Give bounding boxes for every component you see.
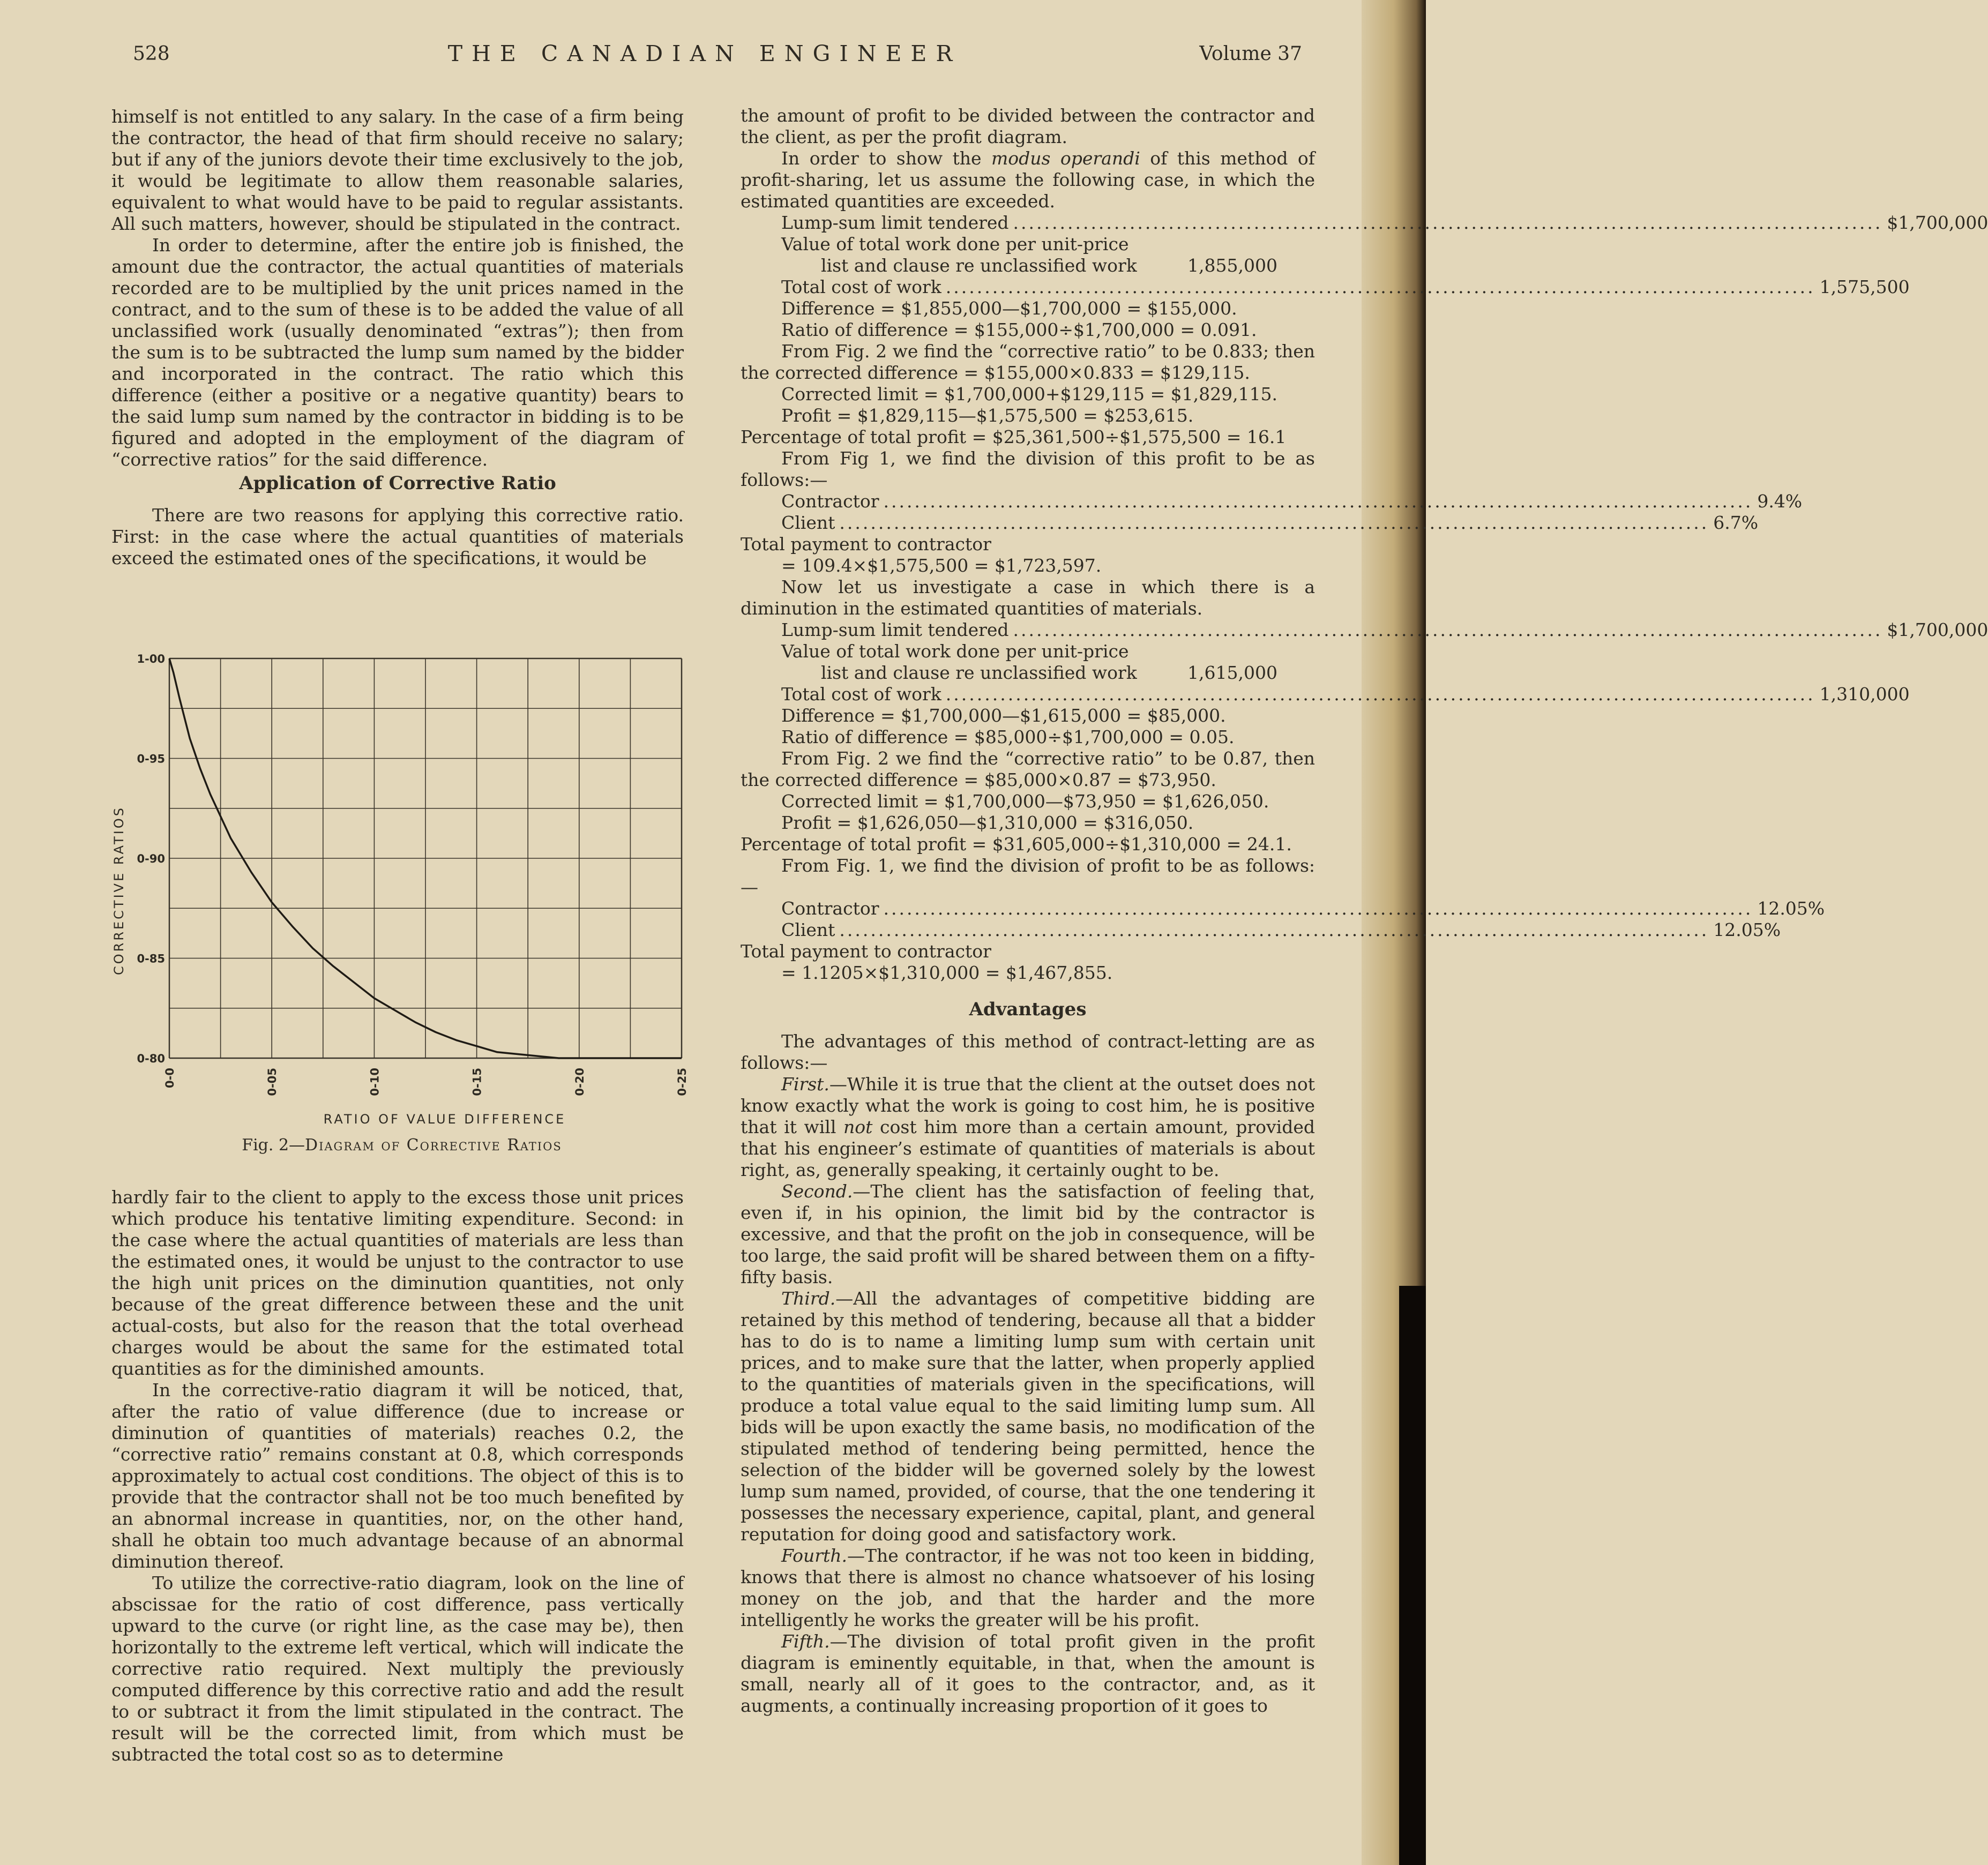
- text-run: —While it is true that the client at the outset does not know exactly what the work is going to cost him, he is positive that it will: [741, 1074, 1315, 1137]
- page-number: 528: [133, 43, 170, 65]
- run-in-label: Fifth.: [781, 1631, 830, 1652]
- paragraph: In the corrective-ratio diagram it will be noticed, that, after the ratio of value difference (due to increase or diminution of quantities of materials) reaches 0.2, the “corrective ratio” remains constant at 0.8, which corresponds approximately to actual cost conditions. The object of this is to provide that the contractor shall not be too much benefited by an abnormal increase in quantities, nor, on the other hand, shall he obtain too much advantage because of an abnormal diminution thereof.: [111, 1380, 684, 1572]
- calc-line: Difference = $1,700,000—$1,615,000 = $85,000.: [781, 705, 1226, 726]
- x-axis-label: RATIO OF VALUE DIFFERENCE: [323, 1112, 566, 1127]
- y-axis-label: CORRECTIVE RATIOS: [111, 806, 126, 975]
- paragraph: [741, 1631, 1315, 1717]
- journal-title: THE CANADIAN ENGINEER: [447, 41, 962, 66]
- text-run: —All the advantages of competitive bidding are retained by this method of tendering, because all that a bidder has to do is to name a limiting lump sum with certain unit prices, and to make sure that the latter, when properly applied to the quantities of materials given in the specifications, will produce a total value equal to the said limiting lump sum. All bids will be upon exactly the same basis, no modification of the stipulated method of tendering being permitted, hence the selection of the bidder will be governed solely by the lowest lump sum named, provided, of course, that the one tendering it possesses the necessary experience, capital, plant, and general reputation for doing good and satisfactory work.: [741, 1288, 1315, 1545]
- calc-label: Client: [781, 919, 835, 940]
- binding-shadow: [1399, 1286, 1426, 1865]
- y-tick-label: 0-95: [137, 752, 165, 766]
- paragraph: There are two reasons for applying this corrective ratio. First: in the case where the actual quantities of materials exceed the estimated ones of the specifications, it would be: [111, 505, 684, 568]
- run-in-label: Second.: [781, 1181, 853, 1202]
- figure-corrective-ratios: [107, 646, 697, 1155]
- calc-line: [741, 898, 1825, 919]
- x-tick-label: 0-10: [368, 1068, 382, 1096]
- dot-leader: [835, 512, 1713, 534]
- dot-leader: [879, 898, 1757, 919]
- run-in-label: First.: [781, 1074, 829, 1095]
- y-tick-label: 0-80: [137, 1052, 165, 1065]
- calc-line: [741, 255, 1315, 276]
- text-run: —The division of total profit given in the profit diagram is eminently equitable, in that, when the amount is small, nearly all of it goes to the contractor, and, as it augments, a continually increasing proportion of it goes to: [741, 1631, 1315, 1716]
- calc-line: [741, 662, 1315, 684]
- dot-leader: [879, 491, 1757, 512]
- calc-line: [741, 491, 1803, 512]
- text-run: In order to show the: [781, 148, 991, 169]
- calc-line: [741, 619, 1988, 641]
- calc-line: Value of total work done per unit-price: [781, 641, 1129, 662]
- calc-value: $1,700,000: [1887, 212, 1988, 233]
- calc-line: Ratio of difference = $155,000÷$1,700,000 = 0.091.: [781, 319, 1257, 340]
- emphasis: not: [843, 1117, 873, 1137]
- caption-prefix: Fig. 2—: [242, 1136, 305, 1155]
- calc-line: From Fig. 2 we find the “corrective ratio” to be 0.833; then the corrected difference = $155,000×0.833 = $129,115.: [741, 341, 1315, 383]
- calc-value: 1,575,500: [1819, 276, 1910, 297]
- running-header: [107, 43, 1302, 75]
- calc-value: $1,700,000: [1887, 619, 1988, 640]
- calc-line: = 109.4×$1,575,500 = $1,723,597.: [781, 555, 1102, 576]
- text-run: of this method of profit-sharing, let us assume the following case, in which the estimated quantities are exceeded.: [741, 148, 1315, 212]
- emphasis: modus operandi: [991, 148, 1140, 169]
- run-in-label: Third.: [781, 1288, 836, 1309]
- x-tick-label: 0-05: [266, 1068, 279, 1096]
- dot-leader: [1009, 619, 1887, 641]
- left-column-top: [111, 106, 684, 569]
- calc-line: Ratio of difference = $85,000÷$1,700,000 = 0.05.: [781, 726, 1235, 747]
- y-tick-label: 1-00: [137, 653, 165, 665]
- calc-label: Contractor: [781, 898, 879, 919]
- paragraph: hardly fair to the client to apply to the excess those unit prices which produce his tentative limiting expenditure. Second: in the case where the actual quantities of materials are less than the estimated ones, it would be unjust to the contractor to use the high unit prices on the diminution quantities, not only because of the great difference between these and the unit actual-costs, but also for the reason that the total overhead charges would be about the same for the estimated total quantities as for the diminished amounts.: [111, 1187, 684, 1379]
- calc-value: 6.7%: [1713, 512, 1759, 533]
- calc-line: Profit = $1,626,050—$1,310,000 = $316,050.: [781, 812, 1194, 833]
- paragraph: the amount of profit to be divided between the contractor and the client, as per the profit diagram.: [741, 105, 1315, 147]
- paragraph: The advantages of this method of contract-letting are as follows:—: [741, 1031, 1315, 1073]
- calc-line: From Fig. 1, we find the division of profit to be as follows:—: [741, 855, 1315, 897]
- calc-value: 1,615,000: [1187, 662, 1277, 683]
- calc-line: Percentage of total profit = $25,361,500÷$1,575,500 = 16.1: [741, 426, 1287, 447]
- calc-value: 12.05%: [1713, 919, 1781, 940]
- paragraph: [741, 1545, 1315, 1631]
- volume-label: Volume 37: [1199, 43, 1302, 65]
- calc-label: Total cost of work: [781, 276, 941, 297]
- paragraph: [741, 1074, 1315, 1181]
- paragraph: [741, 1181, 1315, 1288]
- left-column-bottom: [111, 1187, 684, 1765]
- paragraph: To utilize the corrective-ratio diagram, look on the line of abscissae for the ratio of cost difference, pass vertically upward to the curve (or right line, as the case may be), then horizontally to the extreme left vertical, which will indicate the corrective ratio required. Next multiply the previously computed difference by this corrective ratio and add the result to or subtract it from the limit stipulated in the contract. The result will be the corrected limit, from which must be subtracted the total cost so as to determine: [111, 1572, 684, 1765]
- x-tick-label: 0-0: [163, 1068, 176, 1088]
- calc-value: 1,310,000: [1819, 684, 1910, 705]
- calc-label: Lump-sum limit tendered: [781, 212, 1009, 233]
- text-run: —The contractor, if he was not too keen in bidding, knows that there is almost no chance whatsoever of his losing money on the job, and that the harder and the more intelligently he works the greater will be his profit.: [741, 1545, 1315, 1630]
- calc-label: Client: [781, 512, 835, 533]
- run-in-label: Fourth.: [781, 1545, 847, 1566]
- text-run: —The client has the satisfaction of feeling that, even if, in his opinion, the limit bid by the contractor is excessive, and that the profit on the job in consequence, will be too large, the said profit will be shared between them on a fifty-fifty basis.: [741, 1181, 1315, 1287]
- x-tick-label: 0-25: [676, 1068, 689, 1096]
- section-heading: Advantages: [969, 999, 1087, 1020]
- paragraph: Now let us investigate a case in which there is a diminution in the estimated quantities of materials.: [741, 576, 1315, 619]
- calc-line: Difference = $1,855,000—$1,700,000 = $155,000.: [781, 298, 1237, 319]
- paragraph: [741, 1288, 1315, 1545]
- calc-label: list and clause re unclassified work: [821, 255, 1137, 276]
- dot-leader: [941, 276, 1820, 298]
- calc-label: Contractor: [781, 491, 879, 512]
- y-tick-label: 0-90: [137, 852, 165, 865]
- calc-line: From Fig. 2 we find the “corrective ratio” to be 0.87, then the corrected difference = $85,000×0.87 = $73,950.: [741, 748, 1315, 790]
- calc-line: [741, 512, 1759, 534]
- text-run: cost him more than a certain amount, provided that his engineer’s estimate of quantities of materials is about right, as, generally speaking, it certainly ought to be.: [741, 1117, 1315, 1180]
- calc-line: Value of total work done per unit-price: [781, 234, 1129, 254]
- x-tick-label: 0-15: [470, 1068, 484, 1096]
- y-tick-label: 0-85: [137, 952, 165, 965]
- paragraph: In order to determine, after the entire job is finished, the amount due the contractor, the actual quantities of materials recorded are to be multiplied by the unit prices named in the contract, and to the sum of these is to be added the value of all unclassified work (usually denominated “extras”); then from the sum is to be subtracted the lump sum named by the bidder and incorporated in the contract. The ratio which this difference (either a positive or a negative quantity) bears to the said lump sum named by the contractor in bidding is to be figured and adopted in the employment of the diagram of “corrective ratios” for the said difference.: [111, 235, 684, 470]
- caption-title: Diagram of Corrective Ratios: [305, 1136, 562, 1155]
- paragraph: [741, 148, 1315, 212]
- calc-line: [741, 684, 1910, 705]
- calc-line: Percentage of total profit = $31,605,000÷$1,310,000 = 24.1.: [741, 834, 1292, 855]
- calc-line: From Fig 1, we find the division of this profit to be as follows:—: [741, 448, 1315, 490]
- dot-leader: [835, 919, 1713, 941]
- calc-line: [741, 212, 1988, 234]
- calc-value: 1,855,000: [1187, 255, 1277, 276]
- dot-leader: [1009, 212, 1887, 234]
- calc-line: Total payment to contractor: [741, 534, 991, 555]
- dot-leader: [941, 684, 1820, 705]
- corrective-ratio-chart: [107, 646, 697, 1096]
- calc-line: [741, 919, 1781, 941]
- calc-label: Total cost of work: [781, 684, 941, 705]
- calc-label: list and clause re unclassified work: [821, 662, 1137, 683]
- calc-line: = 1.1205×$1,310,000 = $1,467,855.: [781, 962, 1113, 983]
- calc-value: 12.05%: [1757, 898, 1825, 919]
- calc-value: 9.4%: [1757, 491, 1803, 512]
- figure-caption: [107, 1136, 697, 1155]
- calc-label: Lump-sum limit tendered: [781, 619, 1009, 640]
- right-column: [741, 105, 1988, 1717]
- calc-line: Profit = $1,829,115—$1,575,500 = $253,615.: [781, 405, 1194, 426]
- calc-line: Corrected limit = $1,700,000—$73,950 = $1,626,050.: [781, 791, 1269, 812]
- calc-line: Total payment to contractor: [741, 941, 991, 962]
- x-tick-label: 0-20: [573, 1068, 586, 1096]
- section-heading: Application of Corrective Ratio: [239, 473, 556, 494]
- calc-line: [741, 276, 1910, 298]
- paragraph: himself is not entitled to any salary. In the case of a firm being the contractor, the head of that firm should receive no salary; but if any of the juniors devote their time exclusively to the job, it would be legitimate to allow them reasonable salaries, equivalent to what would have to be paid to regular assistants. All such matters, however, should be stipulated in the contract.: [111, 106, 684, 234]
- calc-line: Corrected limit = $1,700,000+$129,115 = $1,829,115.: [781, 384, 1278, 405]
